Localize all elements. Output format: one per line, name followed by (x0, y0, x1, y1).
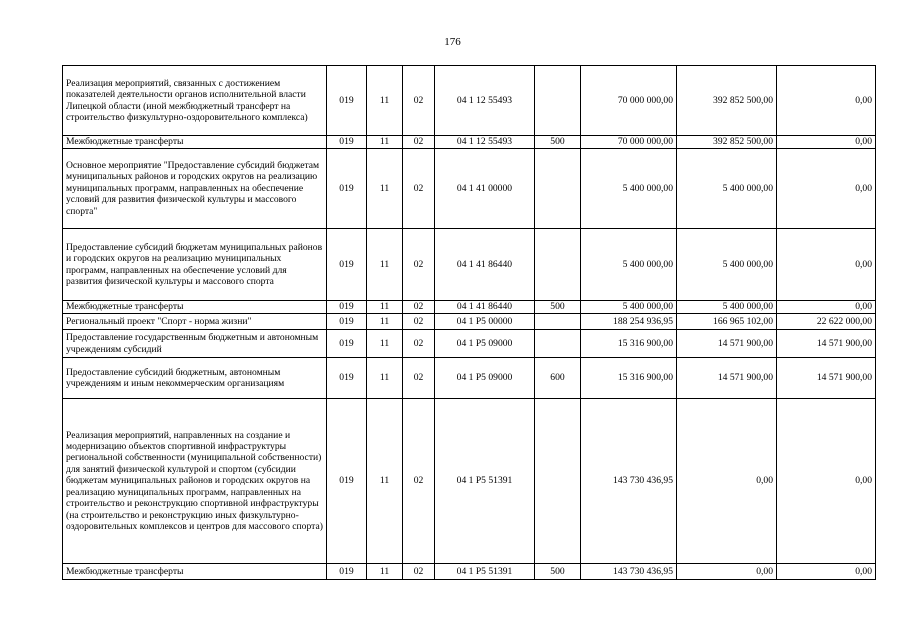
amount-1: 70 000 000,00 (581, 66, 677, 136)
section-code: 11 (367, 564, 403, 580)
row-name: Реализация мероприятий, связанных с достижением показателей деятельности органов исполнительной власти Липецкой области (иной межбюджетный трансферт на строительство физкультурно-оздоровительного комплекса) (63, 66, 327, 136)
table-row (63, 149, 876, 229)
amount-3: 0,00 (777, 66, 876, 136)
amount-2: 392 852 500,00 (677, 136, 777, 149)
amount-3: 0,00 (777, 149, 876, 229)
section-code: 11 (367, 358, 403, 399)
target-article-code: 04 1 41 00000 (435, 149, 535, 229)
target-article-code: 04 1 P5 51391 (435, 399, 535, 564)
ministry-code: 019 (327, 564, 367, 580)
amount-2: 166 965 102,00 (677, 314, 777, 330)
subsection-code: 02 (403, 229, 435, 301)
ministry-code: 019 (327, 149, 367, 229)
expense-type-code (535, 66, 581, 136)
amount-3: 0,00 (777, 399, 876, 564)
table-body (63, 66, 876, 580)
expense-type-code (535, 330, 581, 358)
expense-type-code: 500 (535, 564, 581, 580)
target-article-code: 04 1 12 55493 (435, 136, 535, 149)
expense-type-code: 600 (535, 358, 581, 399)
target-article-code: 04 1 41 86440 (435, 229, 535, 301)
amount-2: 5 400 000,00 (677, 301, 777, 314)
section-code: 11 (367, 149, 403, 229)
table-row (63, 564, 876, 580)
table-row (63, 229, 876, 301)
expense-type-code (535, 399, 581, 564)
amount-2: 5 400 000,00 (677, 149, 777, 229)
table-row (63, 399, 876, 564)
row-name: Основное мероприятие "Предоставление субсидий бюджетам муниципальных районов и городских округов на реализацию муниципальных программ, направленных на обеспечение условий для развития физической культуры и массового спорта" (63, 149, 327, 229)
row-name: Региональный проект "Спорт - норма жизни" (63, 314, 327, 330)
target-article-code: 04 1 12 55493 (435, 66, 535, 136)
subsection-code: 02 (403, 399, 435, 564)
target-article-code: 04 1 P5 51391 (435, 564, 535, 580)
row-name: Предоставление субсидий бюджетным, автономным учреждениям и иным некоммерческим организациям (63, 358, 327, 399)
row-name: Предоставление субсидий бюджетам муниципальных районов и городских округов на реализацию муниципальных программ, направленных на обеспечение условий для развития физической культуры и массового спорта (63, 229, 327, 301)
subsection-code: 02 (403, 314, 435, 330)
ministry-code: 019 (327, 301, 367, 314)
amount-1: 70 000 000,00 (581, 136, 677, 149)
amount-1: 143 730 436,95 (581, 564, 677, 580)
row-name: Межбюджетные трансферты (63, 136, 327, 149)
table-row (63, 66, 876, 136)
budget-table (62, 65, 876, 580)
target-article-code: 04 1 P5 09000 (435, 358, 535, 399)
ministry-code: 019 (327, 314, 367, 330)
section-code: 11 (367, 136, 403, 149)
row-name: Межбюджетные трансферты (63, 564, 327, 580)
amount-2: 5 400 000,00 (677, 229, 777, 301)
table-row (63, 330, 876, 358)
subsection-code: 02 (403, 66, 435, 136)
amount-1: 188 254 936,95 (581, 314, 677, 330)
section-code: 11 (367, 229, 403, 301)
ministry-code: 019 (327, 229, 367, 301)
ministry-code: 019 (327, 399, 367, 564)
expense-type-code: 500 (535, 301, 581, 314)
subsection-code: 02 (403, 136, 435, 149)
table-row (63, 314, 876, 330)
amount-3: 14 571 900,00 (777, 358, 876, 399)
row-name: Предоставление государственным бюджетным и автономным учреждениям субсидий (63, 330, 327, 358)
subsection-code: 02 (403, 330, 435, 358)
table-row (63, 301, 876, 314)
amount-1: 15 316 900,00 (581, 330, 677, 358)
section-code: 11 (367, 301, 403, 314)
section-code: 11 (367, 66, 403, 136)
amount-3: 22 622 000,00 (777, 314, 876, 330)
ministry-code: 019 (327, 136, 367, 149)
amount-1: 5 400 000,00 (581, 229, 677, 301)
section-code: 11 (367, 314, 403, 330)
subsection-code: 02 (403, 358, 435, 399)
amount-3: 0,00 (777, 229, 876, 301)
table-row (63, 136, 876, 149)
amount-2: 0,00 (677, 399, 777, 564)
expense-type-code (535, 314, 581, 330)
amount-3: 0,00 (777, 301, 876, 314)
row-name: Реализация мероприятий, направленных на создание и модернизацию объектов спортивной инфраструктуры региональной собственности (муниципальной собственности) для занятий физической культурой и спортом (субсидии бюджетам муниципальных районов и городских округов на реализацию муниципальных программ, направленных на строительство и реконструкцию спортивной инфраструктуры (на строительство и реконструкцию иных физкультурно-оздоровительных комплексов и центров для массового спорта) (63, 399, 327, 564)
ministry-code: 019 (327, 330, 367, 358)
page-number: 176 (444, 36, 461, 48)
subsection-code: 02 (403, 564, 435, 580)
target-article-code: 04 1 P5 09000 (435, 330, 535, 358)
amount-2: 14 571 900,00 (677, 358, 777, 399)
ministry-code: 019 (327, 66, 367, 136)
amount-1: 5 400 000,00 (581, 301, 677, 314)
row-name: Межбюджетные трансферты (63, 301, 327, 314)
expense-type-code (535, 229, 581, 301)
amount-1: 15 316 900,00 (581, 358, 677, 399)
amount-1: 143 730 436,95 (581, 399, 677, 564)
subsection-code: 02 (403, 301, 435, 314)
ministry-code: 019 (327, 358, 367, 399)
amount-3: 0,00 (777, 136, 876, 149)
amount-2: 392 852 500,00 (677, 66, 777, 136)
table-row (63, 358, 876, 399)
amount-3: 0,00 (777, 564, 876, 580)
expense-type-code: 500 (535, 136, 581, 149)
amount-2: 0,00 (677, 564, 777, 580)
amount-3: 14 571 900,00 (777, 330, 876, 358)
target-article-code: 04 1 P5 00000 (435, 314, 535, 330)
section-code: 11 (367, 330, 403, 358)
target-article-code: 04 1 41 86440 (435, 301, 535, 314)
amount-1: 5 400 000,00 (581, 149, 677, 229)
section-code: 11 (367, 399, 403, 564)
subsection-code: 02 (403, 149, 435, 229)
amount-2: 14 571 900,00 (677, 330, 777, 358)
expense-type-code (535, 149, 581, 229)
